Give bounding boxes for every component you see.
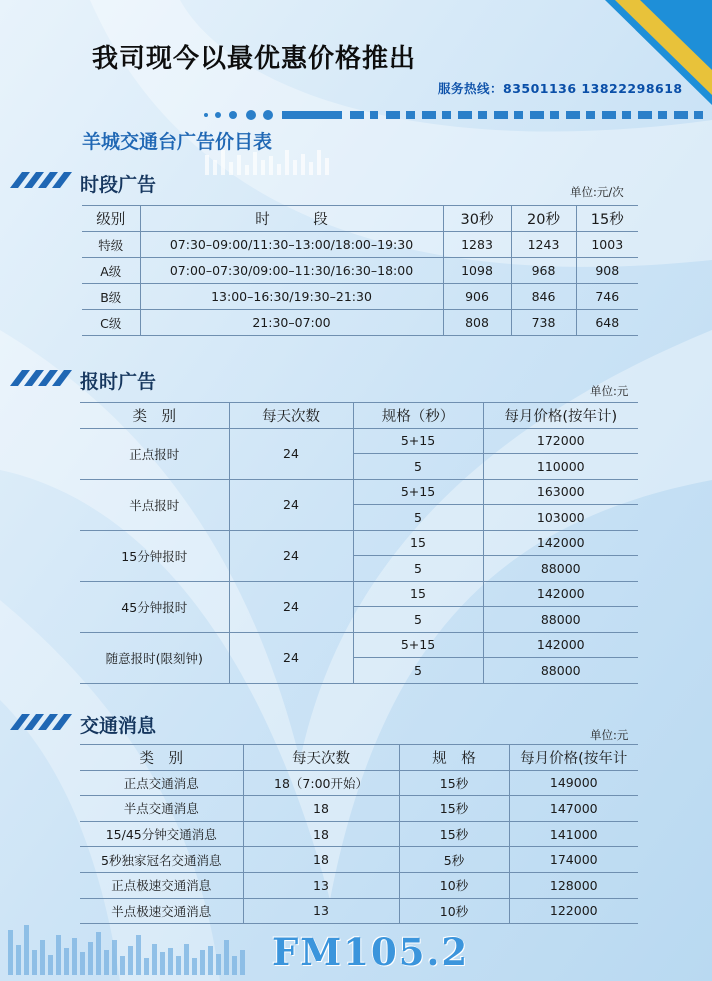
table-cell: 18	[243, 796, 399, 822]
column-header: 类 别	[80, 745, 243, 771]
table-cell: 846	[511, 284, 576, 310]
table-cell: 88000	[483, 658, 638, 684]
table-cell: 5	[353, 556, 483, 582]
table-row	[80, 632, 638, 658]
table-cell: 13	[243, 898, 399, 924]
table-cell: 88000	[483, 556, 638, 582]
column-header: 30秒	[443, 206, 511, 232]
column-header: 15秒	[576, 206, 638, 232]
table-cell: 特级	[82, 232, 140, 258]
table-cell: 15分钟报时	[80, 530, 229, 581]
table-cell: 174000	[509, 847, 638, 873]
price-list-subtitle: 羊城交通台广告价目表	[82, 131, 273, 153]
table-cell: 15秒	[399, 821, 509, 847]
column-header: 级别	[82, 206, 140, 232]
table-row	[82, 310, 638, 336]
table-cell: 5	[353, 505, 483, 531]
table-cell: 5秒	[399, 847, 509, 873]
column-header: 每天次数	[229, 403, 353, 429]
table-cell: 5	[353, 454, 483, 480]
table-cell: 5秒独家冠名交通消息	[80, 847, 243, 873]
table-cell: 908	[576, 258, 638, 284]
table-cell: C级	[82, 310, 140, 336]
table-cell: 15/45分钟交通消息	[80, 821, 243, 847]
table-cell: 21:30–07:00	[140, 310, 443, 336]
table-cell: 半点报时	[80, 479, 229, 530]
column-header: 每天次数	[243, 745, 399, 771]
column-header: 每月价格(按年计	[509, 745, 638, 771]
table-cell: 正点交通消息	[80, 770, 243, 796]
table-cell: 906	[443, 284, 511, 310]
column-header: 规 格	[399, 745, 509, 771]
table-cell: 1003	[576, 232, 638, 258]
table-cell: 18	[243, 847, 399, 873]
table-header-row	[80, 403, 638, 429]
table-cell: 15	[353, 581, 483, 607]
service-hotline: 服务热线：83501136 13822298618	[438, 81, 683, 96]
table-cell: 15秒	[399, 770, 509, 796]
table-row	[80, 581, 638, 607]
table-cell: B级	[82, 284, 140, 310]
unit-label-time-slot: 单位:元/次	[570, 185, 624, 199]
table-cell: 24	[229, 428, 353, 479]
table-cell: 738	[511, 310, 576, 336]
table-cell: 18	[243, 821, 399, 847]
table-cell: 149000	[509, 770, 638, 796]
table-row	[80, 479, 638, 505]
table-cell: 1098	[443, 258, 511, 284]
table-row	[80, 847, 638, 873]
table-cell: 110000	[483, 454, 638, 480]
table-row	[80, 821, 638, 847]
table-header-row	[80, 745, 638, 771]
table-cell: 968	[511, 258, 576, 284]
section-title-time-slot: 时段广告	[80, 174, 157, 196]
table-cell: 10秒	[399, 898, 509, 924]
table-cell: 163000	[483, 479, 638, 505]
traffic-news-price-table	[80, 744, 638, 924]
table-cell: 142000	[483, 632, 638, 658]
table-cell: 172000	[483, 428, 638, 454]
table-row	[80, 428, 638, 454]
table-cell: 746	[576, 284, 638, 310]
column-header: 规格（秒）	[353, 403, 483, 429]
table-cell: 正点极速交通消息	[80, 872, 243, 898]
table-row	[80, 530, 638, 556]
table-cell: 5	[353, 607, 483, 633]
table-cell: 18（7:00开始）	[243, 770, 399, 796]
time-signal-price-table	[80, 402, 638, 684]
table-cell: 147000	[509, 796, 638, 822]
table-row	[82, 232, 638, 258]
table-row	[80, 872, 638, 898]
column-header: 20秒	[511, 206, 576, 232]
station-logo-fm: FM105.2	[272, 930, 470, 974]
column-header: 类 别	[80, 403, 229, 429]
section-title-traffic-news: 交通消息	[80, 715, 157, 737]
time-slot-price-table	[82, 205, 638, 336]
table-cell: 808	[443, 310, 511, 336]
table-cell: 88000	[483, 607, 638, 633]
table-cell: 122000	[509, 898, 638, 924]
table-cell: 103000	[483, 505, 638, 531]
table-cell: 5+15	[353, 479, 483, 505]
table-cell: 13	[243, 872, 399, 898]
table-cell: 13:00–16:30/19:30–21:30	[140, 284, 443, 310]
table-cell: 24	[229, 632, 353, 683]
table-cell: 半点交通消息	[80, 796, 243, 822]
table-cell: 半点极速交通消息	[80, 898, 243, 924]
table-row	[80, 796, 638, 822]
table-cell: 5+15	[353, 428, 483, 454]
table-cell: 45分钟报时	[80, 581, 229, 632]
table-row	[82, 258, 638, 284]
table-cell: 24	[229, 581, 353, 632]
table-cell: 141000	[509, 821, 638, 847]
table-row	[80, 770, 638, 796]
table-cell: 142000	[483, 581, 638, 607]
unit-label-time-signal: 单位:元	[590, 384, 629, 398]
table-cell: 15秒	[399, 796, 509, 822]
table-cell: 24	[229, 530, 353, 581]
table-cell: 1283	[443, 232, 511, 258]
table-cell: 648	[576, 310, 638, 336]
table-cell: 07:30–09:00/11:30–13:00/18:00–19:30	[140, 232, 443, 258]
table-cell: 1243	[511, 232, 576, 258]
table-cell: 10秒	[399, 872, 509, 898]
table-row	[80, 898, 638, 924]
table-cell: 5+15	[353, 632, 483, 658]
table-cell: 24	[229, 479, 353, 530]
table-cell: 15	[353, 530, 483, 556]
table-cell: 07:00–07:30/09:00–11:30/16:30–18:00	[140, 258, 443, 284]
table-cell: 5	[353, 658, 483, 684]
column-header: 每月价格(按年计)	[483, 403, 638, 429]
page-title: 我司现今以最优惠价格推出	[92, 44, 417, 74]
section-title-time-signal: 报时广告	[80, 371, 157, 393]
column-header: 时 段	[140, 206, 443, 232]
table-cell: 142000	[483, 530, 638, 556]
table-cell: 随意报时(限刻钟)	[80, 632, 229, 683]
table-cell: 128000	[509, 872, 638, 898]
table-row	[82, 284, 638, 310]
table-cell: 正点报时	[80, 428, 229, 479]
table-cell: A级	[82, 258, 140, 284]
unit-label-traffic-news: 单位:元	[590, 728, 629, 742]
table-header-row	[82, 206, 638, 232]
